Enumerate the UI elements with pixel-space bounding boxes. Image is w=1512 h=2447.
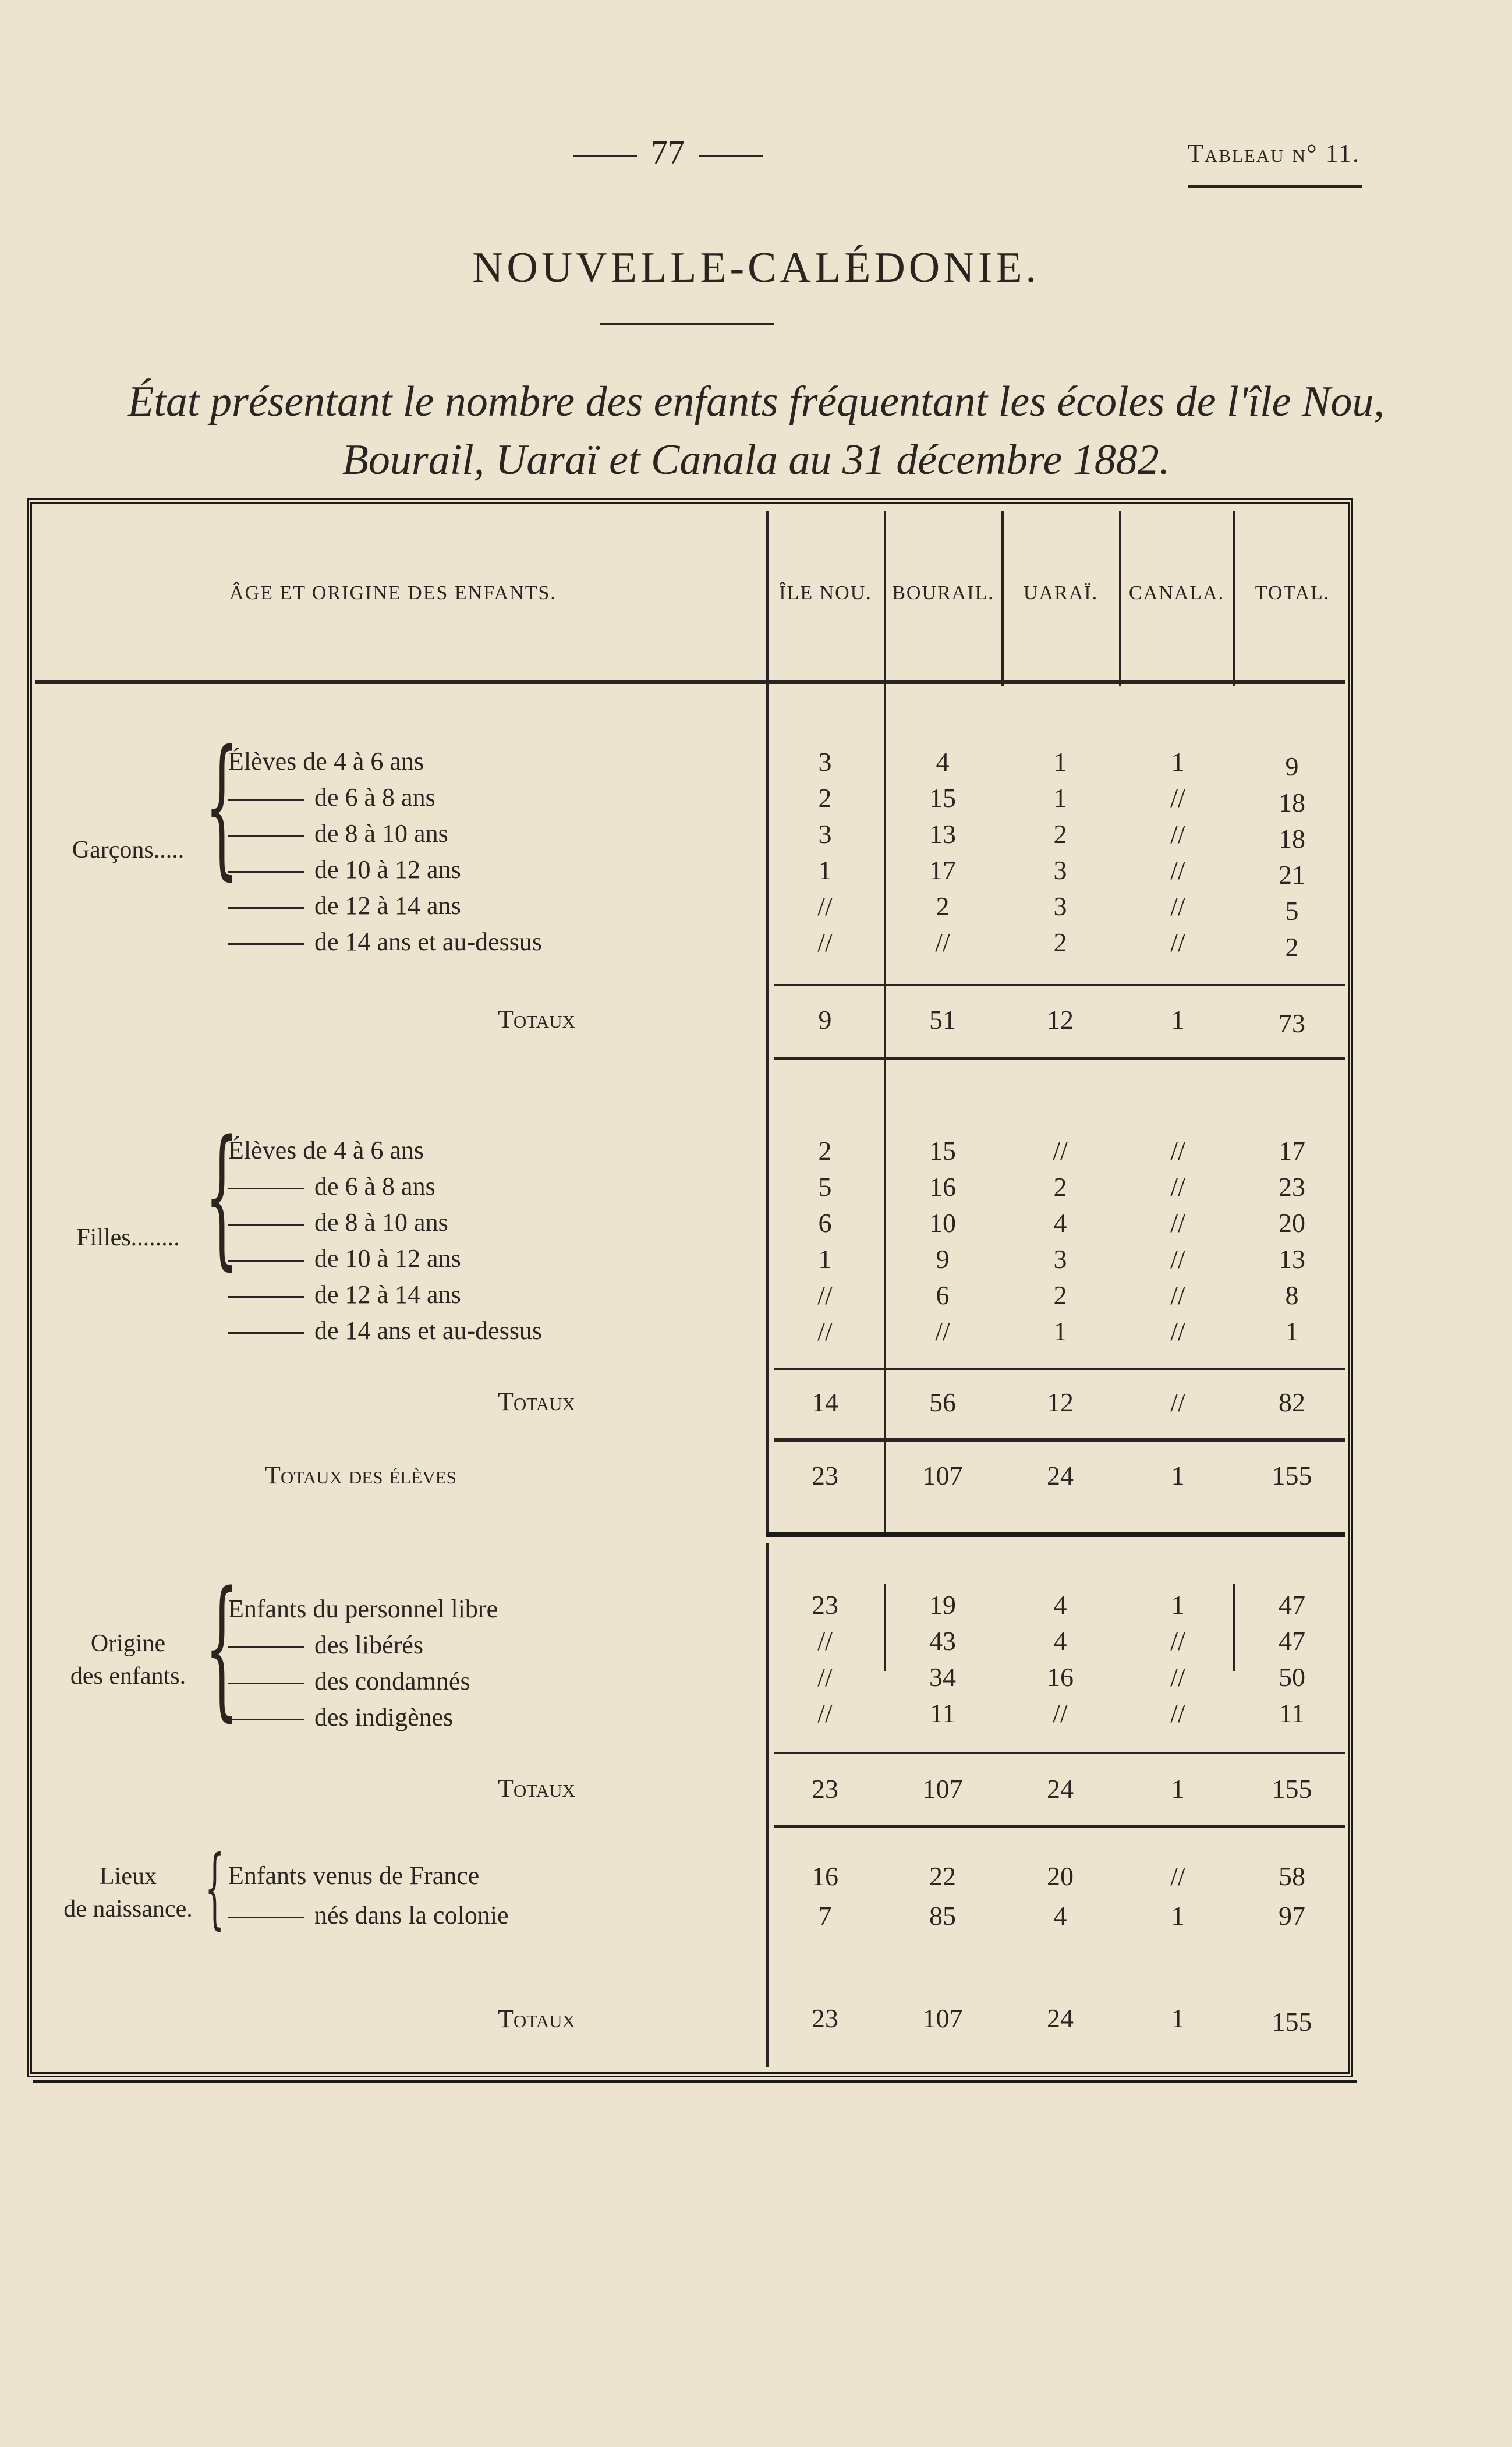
row-label: Enfants du personnel libre	[228, 1595, 498, 1623]
column-header-total: TOTAL.	[1255, 582, 1330, 604]
row-label: Élèves de 4 à 6 ans	[228, 747, 424, 775]
totals-label-lieux: Totaux	[498, 2005, 575, 2033]
table-cell: //	[1053, 1136, 1068, 1166]
table-cell: 16	[812, 1861, 838, 1891]
table-cell: 16	[1047, 1662, 1074, 1692]
table-cell: 85	[929, 1901, 956, 1931]
totals-label-filles: Totaux	[498, 1387, 575, 1416]
table-cell: 9	[1285, 752, 1299, 781]
table-cell: 21	[1279, 860, 1305, 890]
subtitle: État présentant le nombre des enfants fréquentant les écoles de l'île Nou, Bourail, Uaraï et Canala au 31 décembre 1882.	[128, 378, 1384, 484]
table-cell: //	[1170, 855, 1185, 885]
table-cell: 2	[1053, 1172, 1067, 1202]
table-cell: 12	[1047, 1005, 1074, 1035]
column-header-age: ÂGE ET ORIGINE DES ENFANTS.	[229, 582, 557, 604]
table-cell: 24	[1047, 1774, 1074, 1804]
table-cell: //	[935, 1316, 950, 1346]
section-divider	[766, 1532, 1345, 1537]
table-cell: 2	[1053, 1280, 1067, 1310]
table-cell: //	[817, 1316, 833, 1346]
table-cell: //	[1170, 1387, 1185, 1417]
group-brace: {	[205, 1109, 239, 1284]
row-label: de 12 à 14 ans	[228, 891, 461, 920]
row-label: Élèves de 4 à 6 ans	[228, 1136, 424, 1164]
table-cell: 155	[1272, 1774, 1312, 1804]
main-title: NOUVELLE-CALÉDONIE.	[472, 244, 1040, 292]
group-label-filles: Filles........	[76, 1224, 180, 1251]
totals-label-garcons: Totaux	[498, 1005, 575, 1033]
group-label-line: des enfants.	[70, 1663, 186, 1690]
table-cell: //	[817, 927, 833, 957]
group-label-lieux	[41, 1860, 215, 1925]
table-cell: 15	[929, 1136, 956, 1166]
table-cell: 2	[1285, 932, 1299, 962]
table-cell: 16	[929, 1172, 956, 1202]
total-rule	[774, 1057, 1345, 1060]
table-cell: 17	[1279, 1136, 1305, 1166]
table-cell: 1	[1171, 1901, 1185, 1931]
table-cell: //	[1170, 1136, 1185, 1166]
total-rule	[774, 1438, 1345, 1442]
column-divider	[766, 511, 769, 1536]
table-cell: 1	[1285, 1316, 1299, 1346]
table-cell: //	[817, 1280, 833, 1310]
table-cell: 1	[1171, 1005, 1185, 1035]
subtotal-rule	[774, 984, 1345, 986]
table-cell: 1	[1171, 2003, 1185, 2033]
table-cell: 97	[1279, 1901, 1305, 1931]
group-label-origine	[41, 1627, 215, 1692]
table-cell: //	[1170, 1280, 1185, 1310]
table-cell: 10	[929, 1208, 956, 1238]
table-cell: //	[1170, 1626, 1185, 1656]
table-cell: 15	[929, 783, 956, 813]
table-cell: 20	[1047, 1861, 1074, 1891]
table-cell: 1	[1171, 1774, 1185, 1804]
table-cell: 43	[929, 1626, 956, 1656]
row-label: de 8 à 10 ans	[228, 1207, 448, 1237]
table-cell: //	[1170, 1662, 1185, 1692]
table-cell: 155	[1272, 2007, 1312, 2037]
table-bottom-rule	[33, 2080, 1357, 2083]
table-cell: 22	[929, 1861, 956, 1891]
table-cell: //	[817, 1662, 833, 1692]
table-cell: //	[817, 1626, 833, 1656]
table-cell: //	[817, 1698, 833, 1728]
title-rule	[600, 323, 774, 325]
table-cell: 23	[812, 2003, 838, 2033]
table-cell: //	[1170, 927, 1185, 957]
table-cell: 23	[812, 1774, 838, 1804]
table-cell: 1	[1053, 1316, 1067, 1346]
row-label: des libérés	[228, 1630, 423, 1660]
table-cell: 56	[929, 1387, 956, 1417]
table-cell: //	[1170, 819, 1185, 849]
row-label: de 6 à 8 ans	[228, 1171, 435, 1201]
table-cell: //	[1170, 891, 1185, 921]
table-cell: 3	[1053, 1244, 1067, 1274]
table-cell: 2	[1053, 927, 1067, 957]
table-cell: //	[817, 891, 833, 921]
table-cell: //	[1170, 783, 1185, 813]
table-cell: 23	[1279, 1172, 1305, 1202]
row-label: nés dans la colonie	[228, 1900, 509, 1930]
table-cell: 11	[1279, 1698, 1305, 1728]
table-cell: //	[1170, 1172, 1185, 1202]
table-cell: 23	[812, 1590, 838, 1620]
column-header-bourail: BOURAIL.	[892, 582, 994, 604]
table-cell: 1	[818, 855, 832, 885]
table-cell: 107	[922, 2003, 963, 2033]
table-cell: 4	[1053, 1901, 1067, 1931]
table-cell: 4	[1053, 1626, 1067, 1656]
table-cell: 3	[1053, 855, 1067, 885]
table-cell: //	[935, 927, 950, 957]
table-cell: 9	[936, 1244, 950, 1274]
page-number: 77	[559, 133, 777, 172]
totals-label-eleves: Totaux des élèves	[265, 1461, 456, 1489]
table-cell: //	[1170, 1316, 1185, 1346]
row-label: de 8 à 10 ans	[228, 819, 448, 848]
row-label: des indigènes	[228, 1702, 453, 1732]
subtotal-rule	[774, 1368, 1345, 1370]
table-cell: 13	[929, 819, 956, 849]
tableau-rule	[1188, 185, 1362, 188]
table-cell: //	[1170, 1698, 1185, 1728]
column-header-uarai: UARAÏ.	[1023, 582, 1099, 604]
group-brace: {	[205, 1837, 225, 1939]
table-cell: 6	[936, 1280, 950, 1310]
tableau-label: Tableau n° 11.	[1188, 139, 1360, 168]
table-cell: 47	[1279, 1626, 1305, 1656]
table-cell: 5	[818, 1172, 832, 1202]
column-divider	[766, 1543, 769, 2067]
table-cell: 20	[1279, 1208, 1305, 1238]
table-cell: 24	[1047, 2003, 1074, 2033]
table-cell: 3	[1053, 891, 1067, 921]
total-rule	[774, 1825, 1345, 1828]
table-cell: 2	[936, 891, 950, 921]
table-cell: 3	[818, 747, 832, 777]
table-cell: 1	[1171, 1590, 1185, 1620]
table-cell: 8	[1285, 1280, 1299, 1310]
table-cell: //	[1170, 1244, 1185, 1274]
table-cell: 3	[818, 819, 832, 849]
row-label: de 12 à 14 ans	[228, 1280, 461, 1309]
table-cell: 73	[1279, 1008, 1305, 1038]
row-label: de 14 ans et au-dessus	[228, 1316, 542, 1345]
table-cell: 34	[929, 1662, 956, 1692]
table-cell: 4	[1053, 1590, 1067, 1620]
row-label: de 10 à 12 ans	[228, 1244, 461, 1273]
column-divider	[884, 1584, 886, 1671]
column-header-ile-nou: ÎLE NOU.	[779, 582, 872, 604]
table-cell: 4	[1053, 1208, 1067, 1238]
row-label: de 10 à 12 ans	[228, 855, 461, 884]
column-header-canala: CANALA.	[1128, 582, 1225, 604]
table-cell: //	[1053, 1698, 1068, 1728]
row-label: de 6 à 8 ans	[228, 782, 435, 812]
table-cell: 23	[812, 1461, 838, 1490]
table-cell: 2	[818, 1136, 832, 1166]
subtotal-rule	[774, 1752, 1345, 1754]
group-label-line: de naissance.	[63, 1896, 193, 1922]
table-cell: 17	[929, 855, 956, 885]
table-cell: 12	[1047, 1387, 1074, 1417]
table-cell: 11	[929, 1698, 956, 1728]
table-cell: 155	[1272, 1461, 1312, 1490]
table-cell: 58	[1279, 1861, 1305, 1891]
table-cell: 7	[818, 1901, 832, 1931]
table-cell: 2	[818, 783, 832, 813]
group-brace: {	[205, 718, 239, 894]
table-cell: 47	[1279, 1590, 1305, 1620]
table-cell: 19	[929, 1590, 956, 1620]
group-label-garcons: Garçons.....	[72, 837, 185, 863]
table-cell: 18	[1279, 788, 1305, 817]
table-cell: 1	[1053, 783, 1067, 813]
table-cell: 1	[1171, 747, 1185, 777]
table-cell: 4	[936, 747, 950, 777]
table-cell: //	[1170, 1861, 1185, 1891]
table-cell: 82	[1279, 1387, 1305, 1417]
group-brace: {	[205, 1560, 239, 1736]
table-cell: 107	[922, 1774, 963, 1804]
table-cell: 6	[818, 1208, 832, 1238]
table-cell: 107	[922, 1461, 963, 1490]
group-label-line: Lieux	[100, 1863, 157, 1890]
table-cell: 13	[1279, 1244, 1305, 1274]
table-cell: 51	[929, 1005, 956, 1035]
table-cell: 1	[1171, 1461, 1185, 1490]
table-cell: 24	[1047, 1461, 1074, 1490]
row-label: Enfants venus de France	[228, 1861, 480, 1890]
column-divider	[884, 511, 886, 1536]
row-label: de 14 ans et au-dessus	[228, 927, 542, 957]
totals-label-origine: Totaux	[498, 1774, 575, 1803]
table-cell: 18	[1279, 824, 1305, 854]
table-cell: 2	[1053, 819, 1067, 849]
table-cell: 14	[812, 1387, 838, 1417]
table-cell: 1	[818, 1244, 832, 1274]
table-cell: 50	[1279, 1662, 1305, 1692]
header-rule	[35, 680, 1345, 684]
table-cell: 5	[1285, 896, 1299, 926]
table-cell: 9	[818, 1005, 832, 1035]
table-cell: //	[1170, 1208, 1185, 1238]
column-divider	[1233, 1584, 1235, 1671]
group-label-line: Origine	[90, 1630, 166, 1657]
table-cell: 1	[1053, 747, 1067, 777]
row-label: des condamnés	[228, 1666, 470, 1696]
